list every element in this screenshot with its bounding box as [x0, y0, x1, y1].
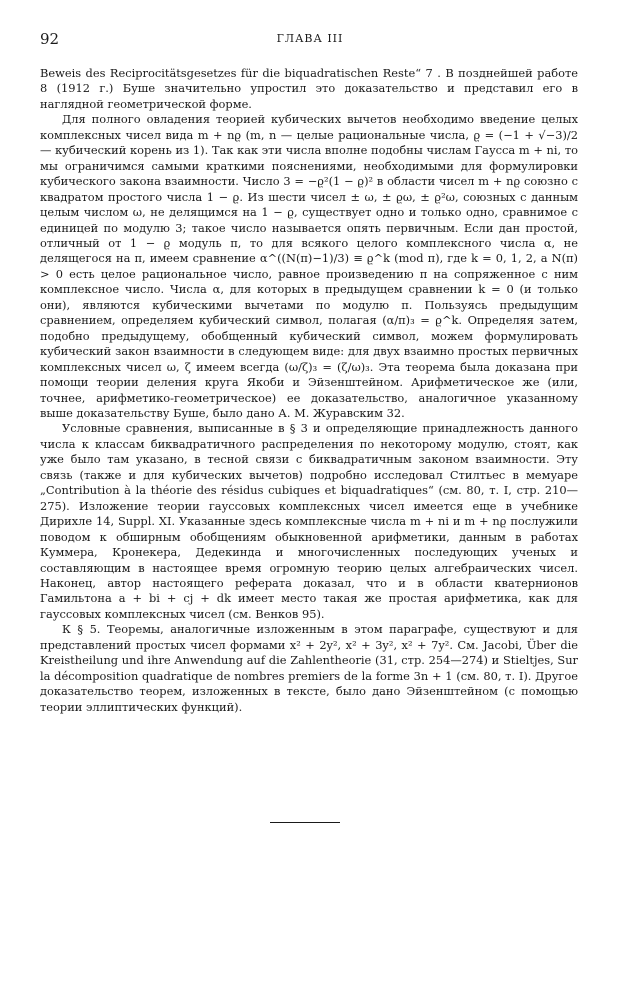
end-rule [270, 822, 340, 823]
page-number: 92 [40, 30, 60, 48]
page-header [40, 30, 580, 50]
paragraph-4: К § 5. Теоремы, аналогичные изложенным в этом параграфе, существуют и для представлений простых чисел формами x² + 2y², x² + 3y², x² + 7y². См. Jacobi, Über die Kreistheilung und ihre Anwendung auf die Zahlentheorie (31, стр. 254—274) и Stieltjes, Sur la décomposition quadratique de nombres premiers de la forme 3n + 1 (см. 80, т. I). Другое доказательство теорем, изложенных в тексте, было дано Эйзенштейном (с помощью теории эллиптических функций). [40, 622, 578, 714]
paragraph-2: Для полного овладения теорией кубических вычетов необходимо введение целых комплексных чисел вида m + nϱ (m, n — целые рациональные числа, ϱ = (−1 + √−3)/2 — кубический корень из 1). Так как эти числа вполне подобны числам Гаусса m + ni, то мы ограничимся самыми краткими пояснениями, необходимыми для формулировки кубического закона взаимности. Число 3 = −ϱ²(1 − ϱ)² в области чисел m + nϱ союзно с квадратом простого числа 1 − ϱ. Из шести чисел ± ω, ± ϱω, ± ϱ²ω, союзных с данным целым числом ω, не делящимся на 1 − ϱ, существует одно и только одно, сравнимое с единицей по модулю 3; такое число называется опять первичным. Если дан простой, отличный от 1 − ϱ модуль π, то для всякого целого комплексного числа α, не делящегося на π, имеем сравнение α^((N(π)−1)/3) ≡ ϱ^k (mod π), где k = 0, 1, 2, а N(π) > 0 есть целое рациональное число, равное произведению π на сопряженное с ним комплексное число. Числа α, для которых в предыдущем сравнении k = 0 (и только они), являются кубическими вычетами по модулю π. Пользуясь предыдущим сравнением, определяем кубический символ, полагая (α/π)₃ = ϱ^k. Определяя затем, подобно предыдущему, обобщенный кубический символ, можем формулировать кубический закон взаимности в следующем виде: для двух взаимно простых первичных комплексных чисел ω, ζ имеем всегда (ω/ζ)₃ = (ζ/ω)₃. Эта теорема была доказана при помощи теории деления круга Якоби и Эйзенштейном. Арифметическое же (или, точнее, арифметико-геометрическое) ее доказательство, аналогичное указанному выше доказательству Буше, было дано А. М. Журавским 32. [40, 112, 578, 420]
page-body [40, 66, 578, 715]
paragraph-3: Условные сравнения, выписанные в § 3 и определяющие принадлежность данного числа к классам биквадратичного распределения по некоторому модулю, стоят, как уже было там указано, в тесной связи с биквадратичным законом взаимности. Эту связь (также и для кубических вычетов) подробно исследовал Стилтьес в мемуаре „Contribution à la théorie des résidus cubiques et biquadratiques“ (см. 80, т. I, стр. 210—275). Изложение теории гауссовых комплексных чисел имеется еще в учебнике Дирихле 14, Suppl. XI. Указанные здесь комплексные числа m + ni и m + nϱ послужили поводом к обширным обобщениям обыкновенной арифметики, данным в работах Куммера, Кронекера, Дедекинда и многочисленных последующих ученых и составляющим в настоящее время огромную теорию целых алгебраических чисел. Наконец, автор настоящего реферата доказал, что и в области кватернионов Гамильтона a + bi + cj + dk имеет место такая же простая арифметика, как для гауссовых комплексных чисел (см. Венков 95). [40, 421, 578, 621]
paragraph-1: Beweis des Reciprocitätsgesetzes für die biquadratischen Reste“ 7 . В позднейшей работе 8 (1912 г.) Буше значительно упростил это доказательство и представил его в наглядной геометрической форме. [40, 66, 578, 111]
chapter-title: ГЛАВА III [276, 32, 344, 45]
